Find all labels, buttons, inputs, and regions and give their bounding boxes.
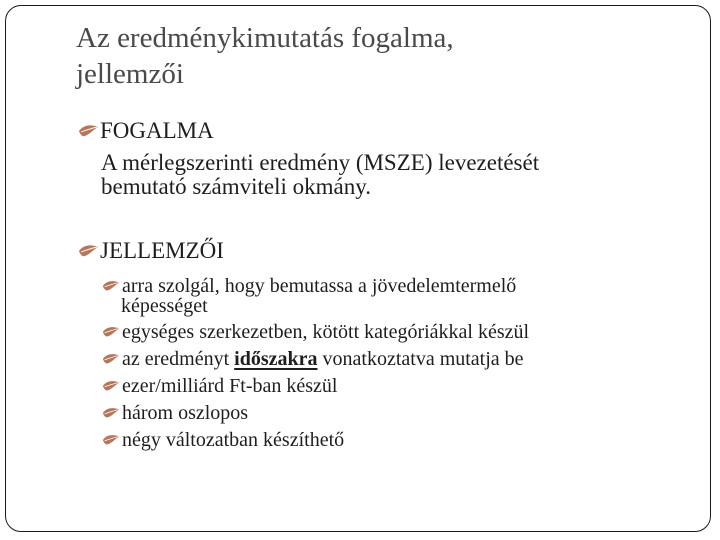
leaf-bullet-icon <box>101 326 122 338</box>
leaf-bullet-icon <box>101 353 122 365</box>
heading-jellemzoi-label: JELLEMZŐI <box>100 238 224 263</box>
list-item-text: ezer/milliárd Ft-ban készül <box>122 375 338 397</box>
heading-fogalma-label: FOGALMA <box>100 118 214 143</box>
fogalma-definition-line1: A mérlegszerinti eredmény (MSZE) levezetését <box>101 150 540 175</box>
list-item <box>101 430 344 450</box>
list-item-text-before: az eredményt <box>122 348 235 370</box>
list-item <box>101 322 529 342</box>
list-item-continuation: képességet <box>121 295 208 317</box>
slide-title-line1: Az eredménykimutatás fogalma, <box>76 22 454 54</box>
list-item-text: három oszlopos <box>122 402 249 424</box>
heading-jellemzoi <box>78 238 224 264</box>
leaf-bullet-icon <box>101 280 122 292</box>
slide-title-line2: jellemzői <box>76 58 184 90</box>
list-item-text-after: vonatkoztatva mutatja be <box>317 348 524 370</box>
fogalma-definition <box>101 151 539 199</box>
heading-fogalma <box>78 118 214 144</box>
list-item <box>101 376 337 396</box>
list-item <box>101 276 516 296</box>
leaf-bullet-icon <box>101 434 122 446</box>
leaf-bullet-icon <box>78 244 100 258</box>
list-item <box>101 403 248 423</box>
fogalma-definition-line2: bemutató számviteli okmány. <box>101 174 371 199</box>
list-item-text: arra szolgál, hogy bemutassa a jövedelemtermelő <box>122 275 517 297</box>
list-item <box>101 349 524 369</box>
list-item-emphasis: időszakra <box>234 348 318 370</box>
leaf-bullet-icon <box>78 124 100 138</box>
leaf-bullet-icon <box>101 380 122 392</box>
leaf-bullet-icon <box>101 407 122 419</box>
list-item-text: egységes szerkezetben, kötött kategóriákkal készül <box>122 321 530 343</box>
slide-title <box>76 20 676 92</box>
list-item-text: négy változatban készíthető <box>122 429 345 451</box>
